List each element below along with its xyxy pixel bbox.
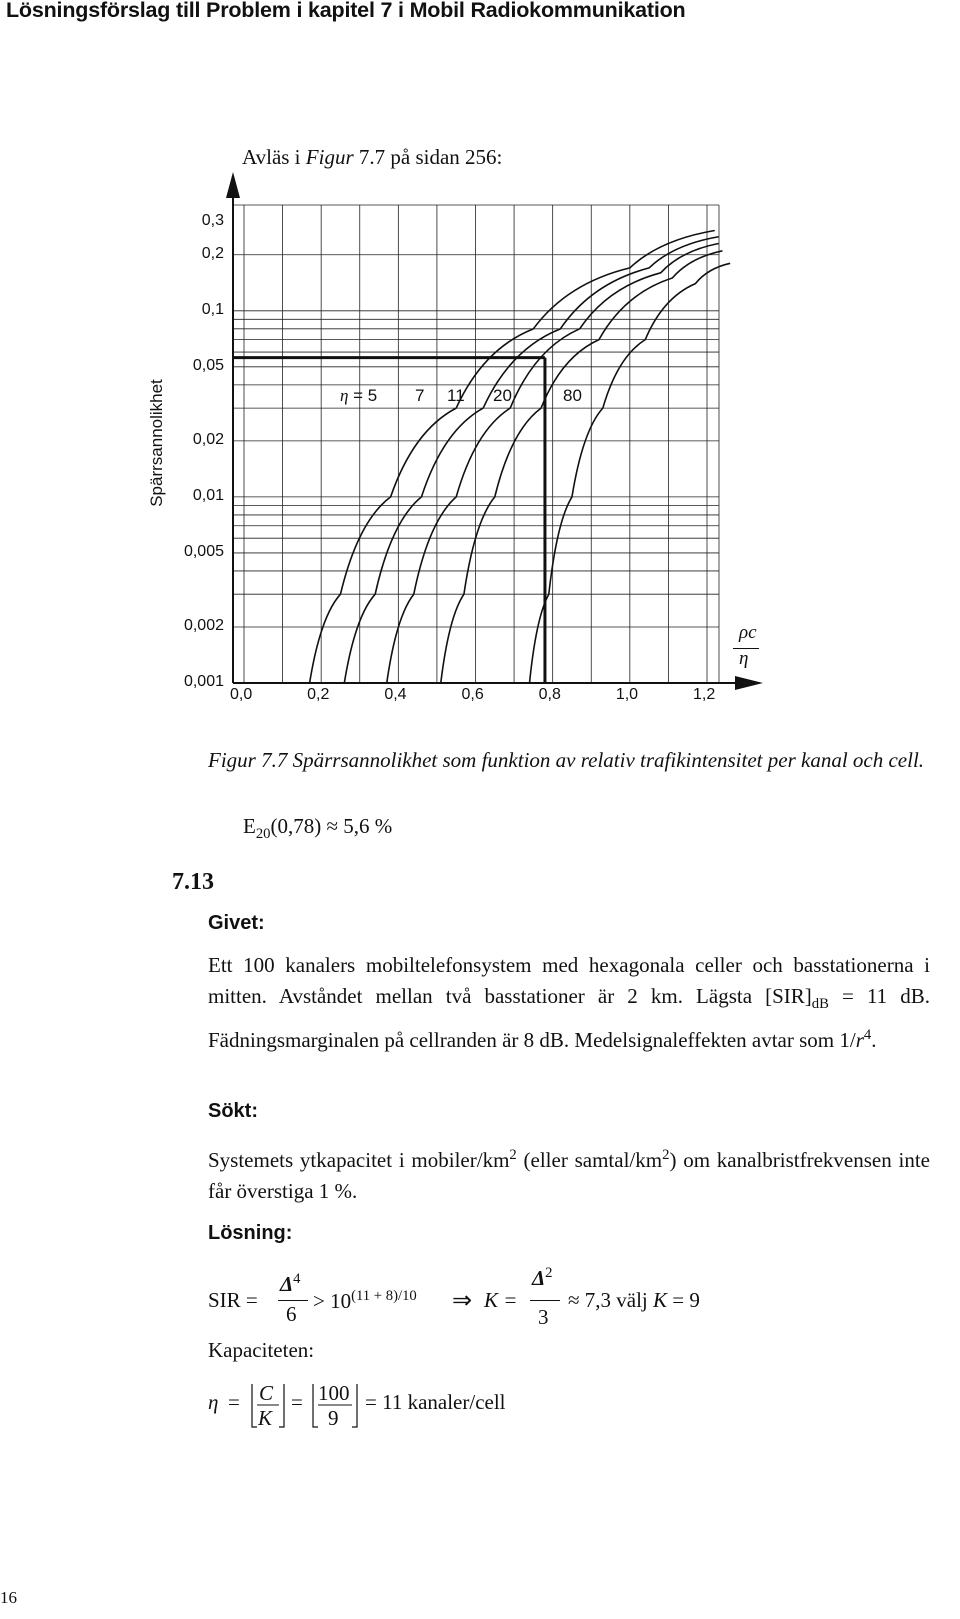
curve-label-eta: η [340, 386, 349, 405]
x-tick-label: 0,8 [538, 686, 561, 703]
k-num-sup: 2 [545, 1265, 553, 1281]
k-fraction-bar [530, 1300, 560, 1301]
givet-sub-db: dB [811, 996, 829, 1013]
k-delta: Δ [532, 1266, 546, 1290]
givet-text [208, 950, 930, 1056]
givet-label: Givet: [208, 912, 265, 934]
sokt-text-1: Systemets ytkapacitet i mobiler/km [208, 1148, 510, 1172]
y-tick-label: 0,05 [192, 356, 224, 374]
eta-den2: 9 [328, 1406, 339, 1430]
losning-label: Lösning: [208, 1222, 293, 1244]
y-tick-label: 0,002 [183, 616, 224, 634]
eta-result: = 11 kanaler/cell [365, 1390, 506, 1414]
y-tick-label: 0,005 [183, 542, 224, 560]
givet-end: . [871, 1028, 877, 1053]
y-tick-label: 0,01 [192, 486, 224, 504]
sir-fraction-bar [278, 1300, 308, 1301]
result-equation [243, 814, 392, 843]
chart-axes [226, 172, 763, 690]
sokt-label: Sökt: [208, 1100, 258, 1122]
chart-curve [344, 237, 718, 683]
x-tick-label: 0,4 [384, 686, 407, 703]
k-approx [568, 1288, 700, 1313]
givet-text-2: = 11 dB. Fädningsmarginalen på cellranden är 8 dB. Medelsignaleffekten avtar som 1/ [208, 984, 931, 1053]
sir-delta: Δ [280, 1272, 294, 1296]
rho-c-text: ρc [739, 622, 757, 643]
y-tick-label: 0,2 [201, 244, 224, 262]
chart-curve [310, 231, 715, 683]
eta-eq2: = [291, 1390, 303, 1414]
sokt-text-2: (eller samtal/km [516, 1148, 663, 1172]
curve-label-5: = 5 [348, 386, 378, 405]
sokt-sup-1: 2 [509, 1147, 517, 1163]
intro-rest: 7.7 på sidan 256: [353, 145, 503, 169]
sokt-text [208, 1140, 930, 1207]
curve-label-80: 80 [563, 386, 582, 405]
givet-r: r [855, 1028, 864, 1053]
y-tick-label: 0,1 [201, 300, 224, 318]
k-numerator [532, 1265, 553, 1291]
k-approx-text: ≈ 7,3 välj [568, 1288, 648, 1312]
eta-den1: K [258, 1406, 273, 1430]
curve-label-11: 11 [447, 386, 465, 405]
k-eq: K = [484, 1288, 518, 1312]
eta-num1: C [259, 1381, 274, 1405]
eta-symbol: η [208, 1390, 219, 1414]
chart-readout-lines [233, 358, 545, 683]
sir-gt [313, 1288, 417, 1314]
x-axis-arrow [735, 676, 763, 690]
result-rest: (0,78) ≈ 5,6 % [270, 814, 393, 838]
caption-text: 7.7 Spärrsannolikhet som funktion av relativ trafikintensitet per kanal och cell. [255, 748, 925, 772]
intro-figure-ref: Figur [305, 145, 354, 169]
x-axis-label-eta: η [739, 648, 749, 669]
k-value: = 9 [667, 1288, 700, 1312]
result-sub: 20 [255, 826, 271, 843]
x-tick-label: 0,2 [307, 686, 330, 703]
x-tick-label: 0,6 [461, 686, 484, 703]
blocking-probability-chart [0, 0, 960, 730]
eta-num2: 100 [318, 1381, 350, 1405]
x-tick-label: 0,0 [230, 686, 253, 703]
eta-eq1: = [228, 1390, 240, 1414]
sir-denominator: 6 [286, 1302, 297, 1326]
sir-numerator [280, 1271, 301, 1297]
caption-label: Figur [208, 748, 256, 772]
y-tick-label: 0,02 [192, 430, 224, 448]
sir-lhs: SIR = [208, 1288, 258, 1312]
y-tick-label: 0,3 [201, 212, 224, 229]
sokt-text-3: ) om kanalbristfrekvensen inte får överstiga 1 %. [208, 1148, 930, 1203]
result-E: E [243, 814, 256, 838]
curve-label-7: 7 [415, 386, 425, 405]
sir-gt-text: > 10 [313, 1289, 352, 1313]
x-axis-label-rho [739, 622, 757, 644]
page-number: 16 [0, 1588, 17, 1607]
chart-curves [310, 231, 731, 683]
k-var: K [653, 1288, 668, 1312]
x-tick-label: 1,0 [615, 686, 639, 703]
x-tick-label: 1,2 [693, 686, 716, 703]
sir-num-sup: 4 [293, 1271, 301, 1287]
kapaciteten-label: Kapaciteten: [208, 1338, 315, 1362]
curve-label-20: 20 [493, 386, 512, 405]
page-header-title: Lösningsförslag till Problem i kapitel 7 i Mobil Radiokommunikation [6, 0, 686, 22]
sokt-sup-2: 2 [662, 1147, 670, 1163]
sir-exponent: (11 + 8)/10 [351, 1288, 417, 1304]
givet-text-1: Ett 100 kanalers mobiltelefonsystem med hexagonala celler och basstationerna i mitten. Avståndet mellan två basstationer är 2 km. Lägsta [SIR] [208, 953, 930, 1008]
figure-caption [208, 745, 930, 776]
y-axis-title: Spärrsannolikhet [147, 379, 166, 507]
y-tick-label: 0,001 [183, 673, 224, 690]
curve-labels [340, 386, 377, 406]
y-axis-arrow [226, 172, 240, 198]
implies-arrow: ⇒ [452, 1288, 473, 1314]
givet-sup: 4 [863, 1027, 872, 1044]
chart-curve [441, 251, 723, 683]
intro-plain: Avläs i [242, 145, 306, 169]
problem-number: 7.13 [172, 869, 214, 895]
k-denominator: 3 [538, 1305, 549, 1329]
